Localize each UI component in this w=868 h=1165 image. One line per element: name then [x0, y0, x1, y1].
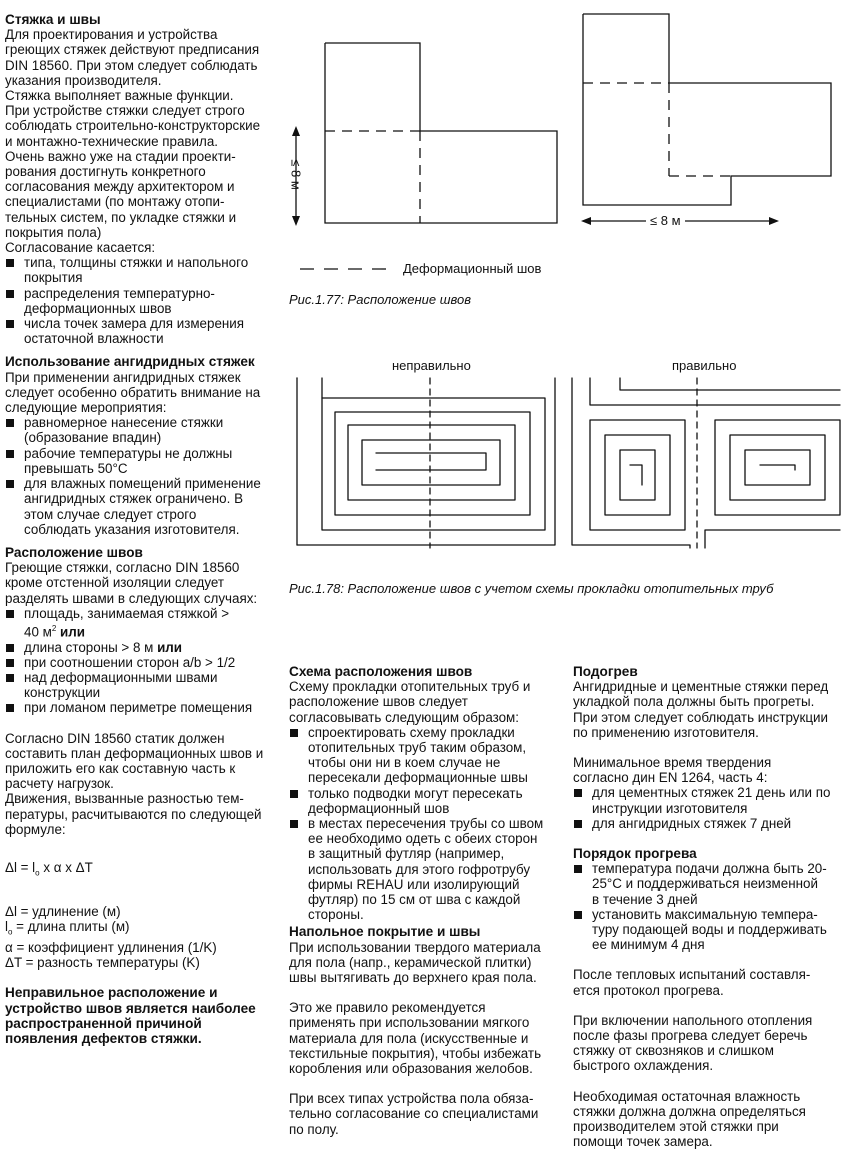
text-line: коробления или образования желобов. — [289, 1061, 533, 1077]
text-line: расчету нагрузок. — [5, 776, 114, 792]
text-line: чтобы они ни в коем случае не — [308, 755, 501, 771]
text-line: Ангидридные и цементные стяжки перед — [573, 679, 829, 695]
text-line: Согласно DIN 18560 статик должен — [5, 730, 225, 746]
text-line: (образование впадин) — [24, 430, 162, 446]
text-line: Греющие стяжки, согласно DIN 18560 — [5, 560, 240, 576]
text-line: разделять швами в следующих случаях: — [5, 590, 258, 606]
text-line: ее необходимо одеть с обеих сторон — [308, 831, 538, 847]
text-line: α = коэффициент удлинения (1/K) — [5, 939, 217, 955]
text-line: площадь, занимаемая стяжкой > — [24, 605, 230, 621]
paragraph — [289, 679, 564, 725]
text-line: рования достигнуть конкретного — [5, 164, 206, 180]
text-line: превышать 50°С — [24, 460, 128, 476]
heading-joint-scheme: Схема расположения швов — [289, 664, 473, 679]
heading-heating-procedure: Порядок прогрева — [573, 846, 697, 862]
text-line: пературы, расчитываются по следующей — [5, 806, 262, 822]
text-line: по применению изготовителя. — [573, 724, 759, 740]
heading-heating: Подогрев — [573, 664, 638, 679]
paragraph — [289, 1000, 564, 1076]
text-line: деформационных швов — [24, 300, 172, 316]
text-line: следует особенно обратить внимание на — [5, 384, 261, 400]
text-line: Стяжка выполняет важные функции. — [5, 88, 234, 104]
heading-floor-covering: Напольное покрытие и швы — [289, 924, 481, 940]
text-line: Δl = l — [5, 860, 36, 876]
text-line: укладкой пола должны быть прогреты. — [573, 694, 815, 710]
paragraph — [5, 731, 275, 837]
heading-joint-layout: Расположение швов — [5, 544, 143, 560]
text-line: инструкции изготовителя — [592, 800, 748, 816]
text-line: x α x ΔT — [39, 860, 93, 876]
text-line: распределения температурно- — [24, 285, 215, 301]
text-line: DIN 18560. При этом следует соблюдать — [5, 57, 258, 73]
text-line: ангидридных стяжек ограничено. В — [24, 491, 243, 507]
text-line: Это же правило рекомендуется — [289, 1000, 486, 1016]
text-line: появления дефектов стяжки. — [5, 1031, 202, 1046]
list-item — [5, 606, 275, 640]
list-item — [5, 700, 275, 715]
text-line: по полу. — [289, 1121, 339, 1137]
list-item — [289, 725, 564, 786]
text-line: или — [153, 639, 183, 655]
text-line: при соотношении сторон a/b > 1/2 — [24, 654, 236, 670]
text-line: Необходимая остаточная влажность — [573, 1088, 801, 1104]
text-line: числа точек замера для измерения — [24, 316, 245, 332]
paragraph — [289, 1091, 564, 1137]
text-line: 40 м — [24, 624, 52, 640]
text-line: o — [35, 868, 40, 878]
formula — [5, 860, 275, 881]
paragraph — [573, 679, 858, 740]
paragraph — [573, 1089, 858, 1150]
dimension-label-vertical: ≤ 8 м — [288, 159, 304, 190]
text-line: Неправильное расположение и — [5, 985, 218, 1001]
text-line: стяжку от сквозняков и слишком — [573, 1043, 774, 1059]
paragraph — [289, 940, 564, 986]
text-line: футляр) по 15 см от шва с каждой — [308, 892, 521, 908]
text-line: 25°С и поддерживаться неизменной — [592, 876, 818, 892]
text-line: температура подачи должна быть 20- — [592, 861, 827, 877]
heading-screed-joints: Стяжка и швы — [5, 12, 101, 27]
text-line: распространенной причиной — [5, 1015, 202, 1031]
text-line: после фазы прогрева следует беречь — [573, 1028, 808, 1044]
paragraph — [573, 1013, 858, 1074]
text-line: туру подающей воды и поддерживать — [592, 922, 827, 938]
bullet-list — [289, 725, 564, 923]
text-line: соблюдать строительно-конструкторские — [5, 118, 261, 134]
text-line: согласования между архитектором и — [5, 179, 235, 195]
text-line: согласно дин EN 1264, часть 4: — [573, 770, 768, 786]
list-item — [5, 670, 275, 700]
text-line: конструкции — [24, 685, 101, 701]
text-line: тельных систем, по укладке стяжки и — [5, 209, 237, 225]
text-line: над деформационными швами — [24, 670, 218, 685]
text-line: пересекали деформационные швы — [308, 770, 528, 786]
text-line: применять при использовании мягкого — [289, 1015, 530, 1031]
text-line: для цементных стяжек 21 день или по — [592, 785, 831, 801]
list-item — [573, 861, 858, 907]
text-line: в течение 3 дней — [592, 891, 698, 907]
text-line: ется протокол прогрева. — [573, 982, 724, 998]
text-line: Δl = удлинение (м) — [5, 903, 121, 919]
text-line: При этом следует соблюдать инструкции — [573, 709, 828, 725]
text-line: ее минимум 4 дня — [592, 937, 705, 953]
text-line: для ангидридных стяжек 7 дней — [592, 815, 792, 831]
bullet-list — [573, 861, 858, 952]
text-line: отопительных труб таким образом, — [308, 740, 527, 756]
text-line: остаточной влажности — [24, 331, 164, 347]
text-line: деформационный шов — [308, 800, 450, 816]
text-line: только подводки могут пересекать — [308, 785, 523, 801]
text-line: согласовывать следующим образом: — [289, 709, 519, 725]
text-line: в местах пересечения трубы со швом — [308, 816, 544, 832]
legend-deformation-joint: Деформационный шов — [403, 261, 542, 276]
text-line: = длина плиты (м) — [12, 919, 130, 935]
text-line: При применении ангидридных стяжек — [5, 369, 241, 385]
text-line: помощи точек замера. — [573, 1134, 713, 1150]
dimension-label-horizontal: ≤ 8 м — [646, 213, 685, 228]
text-line: производителем этой стяжки при — [573, 1119, 779, 1135]
text-line: использовать для этого гофротрубу — [308, 861, 531, 877]
text-line: При всех типах устройства пола обяза- — [289, 1091, 534, 1107]
text-line: для пола (напр., керамической плитки) — [289, 954, 532, 970]
text-line: типа, толщины стяжки и напольного — [24, 255, 249, 271]
text-line: материала для пола (искусственные и — [289, 1030, 529, 1046]
heading-anhydrite: Использование ангидридных стяжек — [5, 354, 255, 370]
paragraph — [573, 755, 858, 785]
text-line: и монтажно-технические правила. — [5, 133, 218, 149]
text-line: греющих стяжек действуют предписания — [5, 42, 260, 58]
text-line: устройство швов является наиболее — [5, 1000, 256, 1016]
bold-note — [5, 985, 275, 1046]
bullet-list — [5, 606, 275, 716]
text-line: соблюдать указания изготовителя. — [24, 521, 240, 537]
text-line: расположение швов следует — [289, 694, 468, 710]
text-line: Минимальное время твердения — [573, 755, 772, 771]
text-line: спроектировать схему прокладки — [308, 724, 515, 740]
text-line: 2 — [51, 623, 57, 633]
text-line: швы вытягивать до верхнего края пола. — [289, 970, 537, 986]
list-item — [5, 655, 275, 670]
text-line: тельно согласование со специалистами — [289, 1106, 539, 1122]
text-line: рабочие температуры не должны — [24, 445, 233, 461]
text-line: текстильные покрытия), чтобы избежать — [289, 1045, 542, 1061]
text-line: стяжки должна должна определяться — [573, 1103, 806, 1119]
column-middle — [289, 664, 564, 1137]
list-item — [573, 907, 858, 953]
text-line: при ломаном периметре помещения — [24, 700, 253, 716]
column-right — [573, 664, 858, 1149]
text-line: или — [56, 624, 85, 640]
text-line: o — [7, 927, 13, 937]
text-line: Движения, вызванные разностью тем- — [5, 791, 244, 807]
text-line: этом случае следует строго — [24, 506, 197, 522]
text-line: составить план деформационных швов и — [5, 745, 264, 761]
text-line: установить максимальную темпера- — [592, 906, 818, 922]
list-item — [573, 785, 858, 815]
list-item — [289, 786, 564, 816]
text-line: длина стороны > 8 м — [24, 639, 154, 655]
text-line: специалистами (по монтажу отопи- — [5, 194, 225, 210]
text-line: Очень важно уже на стадии проекти- — [5, 148, 236, 164]
text-line: покрытия — [24, 270, 83, 286]
text-line: ΔT = разность температуры (K) — [5, 955, 200, 971]
label-right: правильно — [672, 358, 737, 373]
text-line: стороны. — [308, 907, 364, 923]
text-line: При устройстве стяжки следует строго — [5, 103, 245, 119]
paragraph — [573, 967, 858, 997]
figure-caption-1-77: Рис.1.77: Расположение швов — [289, 292, 472, 307]
list-item — [5, 640, 275, 655]
text-line: приложить его как составную часть к — [5, 761, 236, 777]
text-line: равномерное нанесение стяжки — [24, 415, 224, 431]
text-line: кроме отстенной изоляции следует — [5, 575, 225, 591]
text-line: фирмы REHAU или изолирующий — [308, 876, 520, 892]
text-line: Согласование касается: — [5, 240, 156, 256]
text-line: Схему прокладки отопительных труб и — [289, 679, 531, 695]
text-line: При использовании твердого материала — [289, 939, 541, 955]
list-item — [573, 816, 858, 831]
text-line: для влажных помещений применение — [24, 476, 261, 492]
text-line: Для проектирования и устройства — [5, 27, 218, 43]
figure-caption-1-78: Рис.1.78: Расположение швов с учетом схемы прокладки отопительных труб — [289, 581, 774, 596]
text-line: формуле: — [5, 821, 66, 837]
text-line: покрытия пола) — [5, 224, 102, 240]
text-line: следующие мероприятия: — [5, 400, 167, 416]
text-line: в защитный футляр (например, — [308, 846, 505, 862]
text-line: указания производителя. — [5, 72, 162, 88]
label-wrong: неправильно — [392, 358, 471, 373]
text-line: После тепловых испытаний составля- — [573, 967, 811, 983]
bullet-list — [573, 785, 858, 831]
formula-legend — [5, 904, 275, 970]
list-item — [289, 816, 564, 922]
text-line: l — [5, 919, 8, 935]
text-line: При включении напольного отопления — [573, 1012, 813, 1028]
text-line: быстрого охлаждения. — [573, 1058, 714, 1074]
